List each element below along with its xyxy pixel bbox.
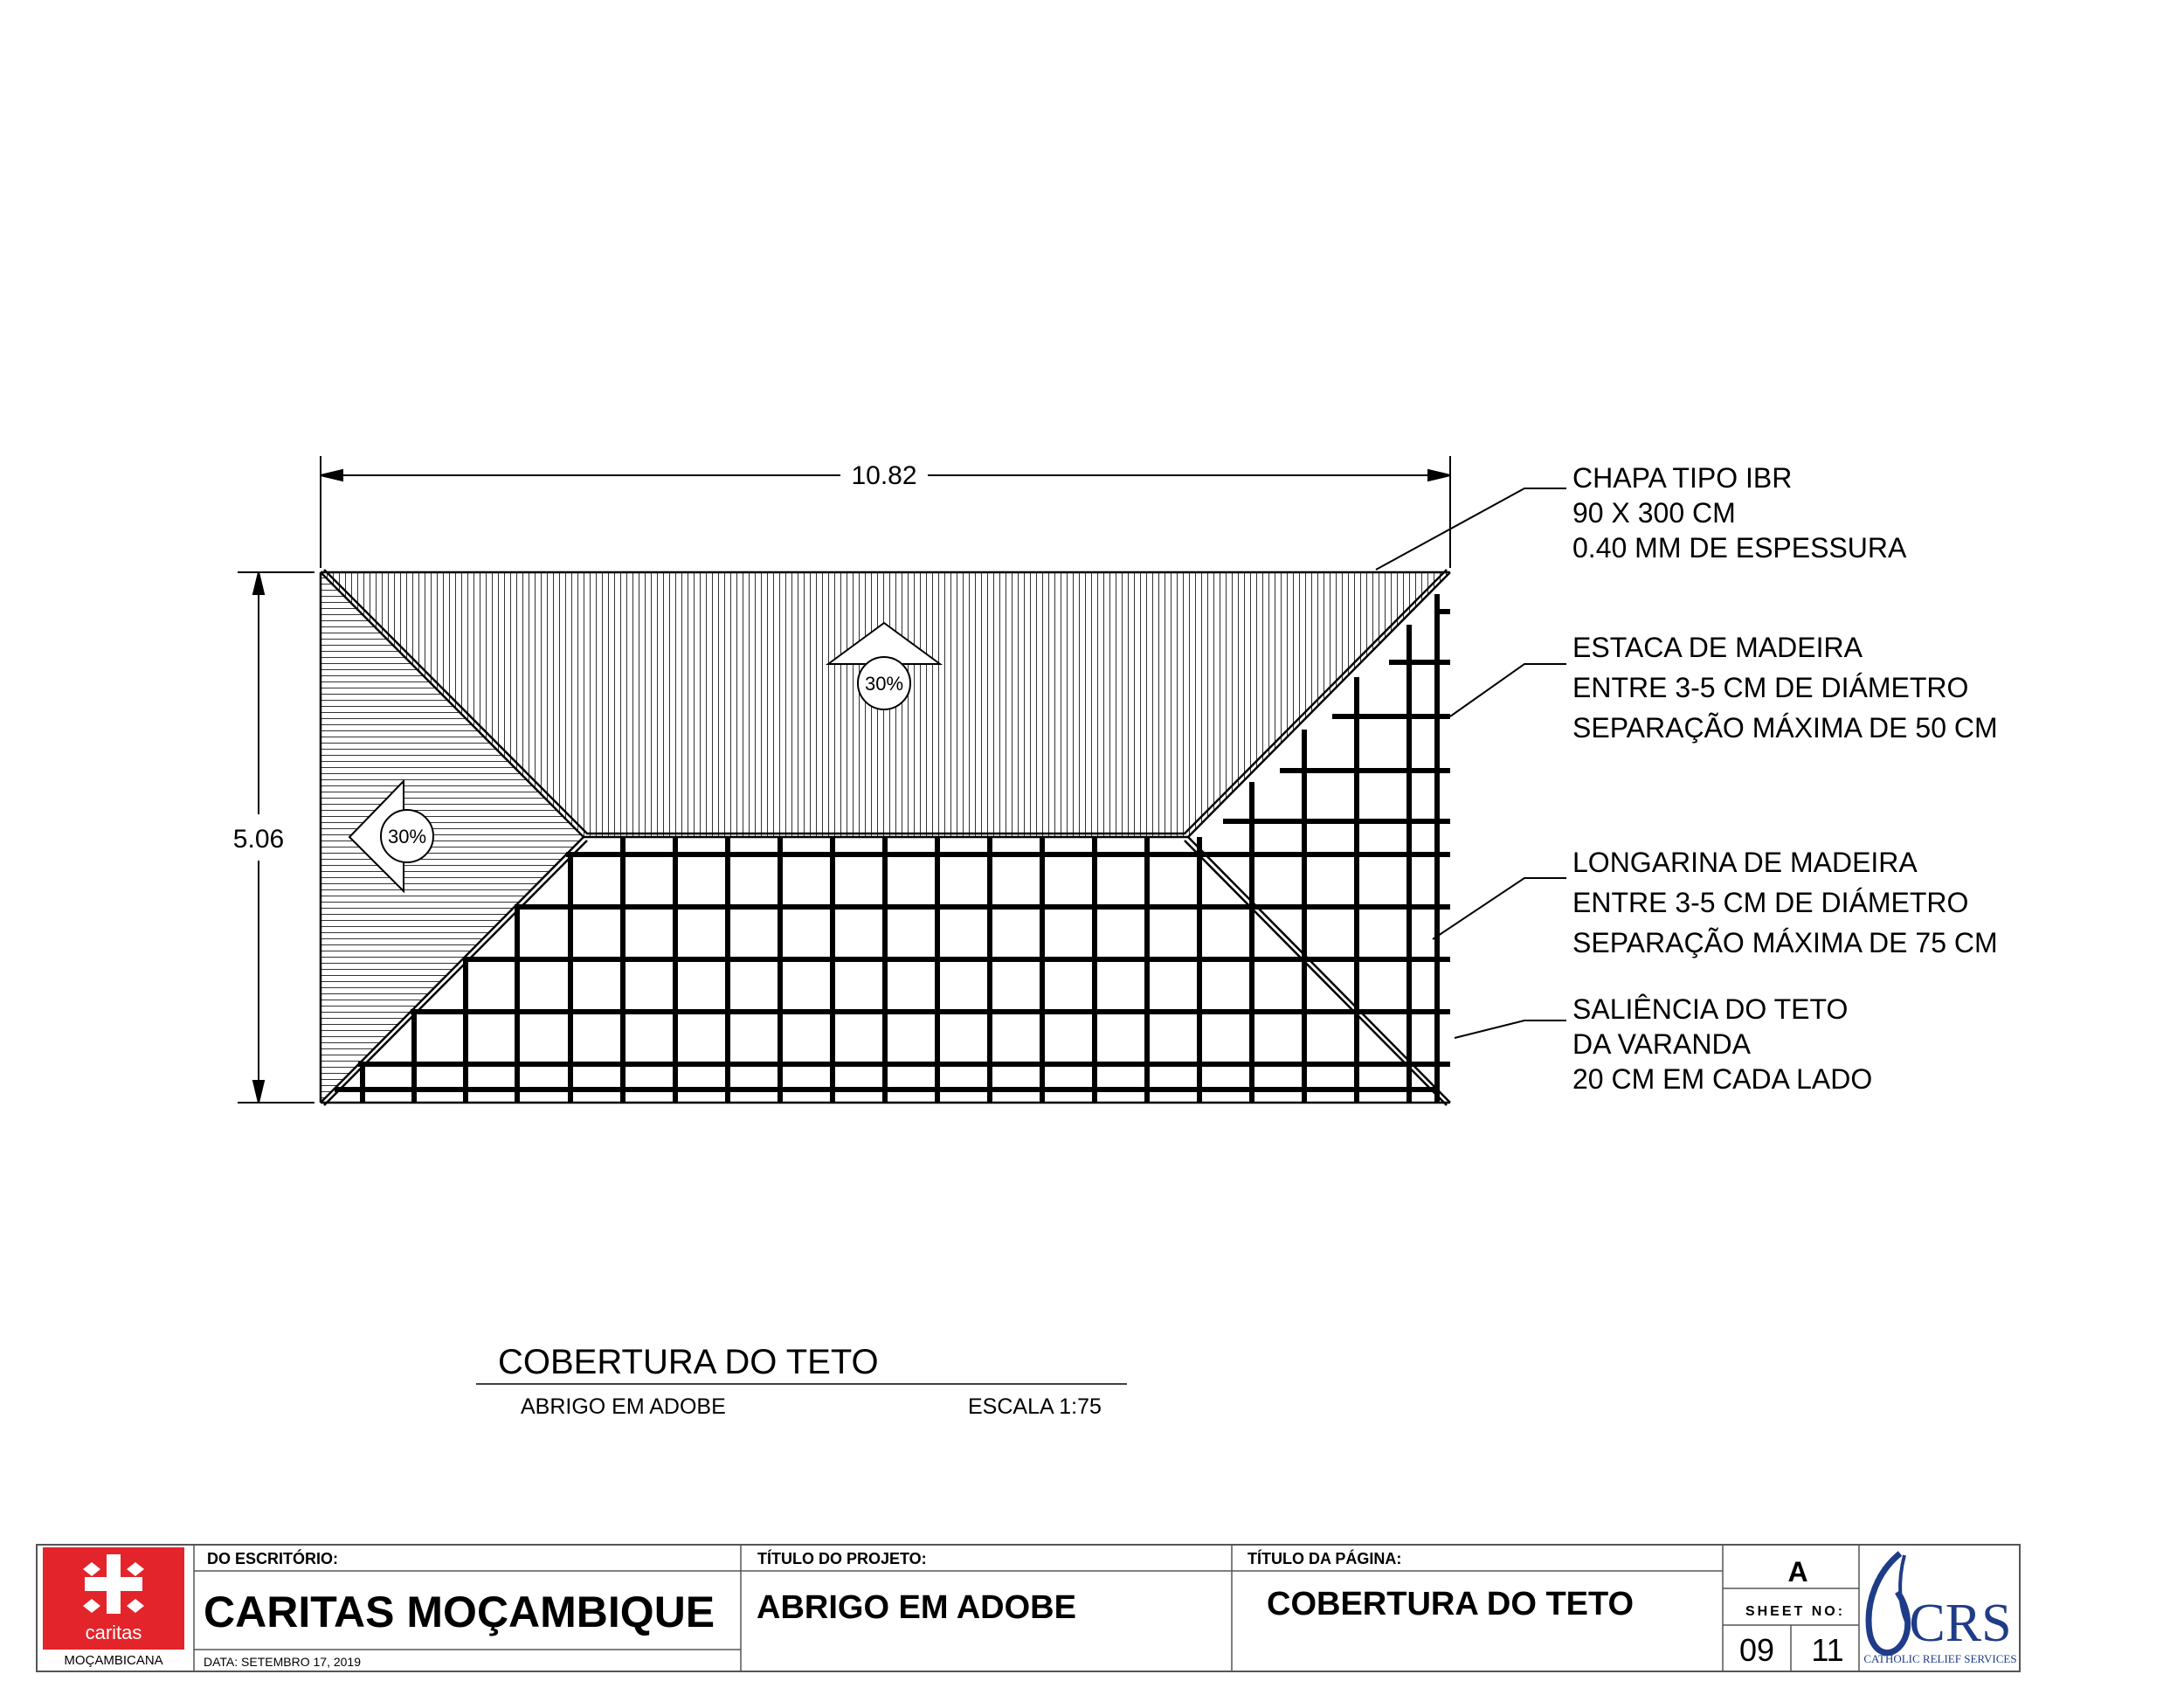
- caption-scale: ESCALA 1:75: [968, 1394, 1102, 1419]
- note-line: SEPARAÇÃO MÁXIMA DE 50 CM: [1572, 712, 1998, 744]
- crs-logo: [1863, 1553, 2016, 1665]
- sheet-label: SHEET NO:: [1745, 1604, 1846, 1619]
- note-line: 0.40 MM DE ESPESSURA: [1572, 532, 1907, 564]
- caption-subtitle: ABRIGO EM ADOBE: [521, 1394, 726, 1419]
- drawing-caption: [476, 1343, 1127, 1419]
- note-line: ENTRE 3-5 CM DE DIÁMETRO: [1572, 887, 1969, 918]
- page-title: COBERTURA DO TETO: [1267, 1586, 1635, 1622]
- dimension-height-label: 5.06: [232, 825, 285, 854]
- date-text: DATA: SETEMBRO 17, 2019: [204, 1655, 361, 1669]
- note-line: ESTACA DE MADEIRA: [1572, 632, 1863, 663]
- project-label: TÍTULO DO PROJETO:: [757, 1550, 927, 1567]
- sheet-number: 09: [1738, 1632, 1775, 1668]
- note-saliencia: [1572, 993, 1872, 1095]
- crs-logo-sub: CATHOLIC RELIEF SERVICES: [1863, 1652, 2017, 1665]
- caritas-logo-text: caritas: [85, 1622, 142, 1643]
- sheet-total: 11: [1811, 1632, 1844, 1668]
- dimension-width-label: 10.82: [851, 461, 917, 490]
- note-line: ENTRE 3-5 CM DE DIÁMETRO: [1572, 672, 1969, 703]
- caritas-logo-sub: MOÇAMBICANA: [64, 1653, 163, 1668]
- project-title: ABRIGO EM ADOBE: [757, 1589, 1076, 1626]
- title-block: [37, 1545, 2020, 1671]
- note-line: SEPARAÇÃO MÁXIMA DE 75 CM: [1572, 927, 1998, 958]
- page-title-label: TÍTULO DA PÁGINA:: [1248, 1550, 1402, 1567]
- note-line: DA VARANDA: [1572, 1028, 1751, 1060]
- note-line: 20 CM EM CADA LADO: [1572, 1063, 1873, 1095]
- note-chapa: [1572, 462, 1907, 564]
- note-line: SALIÊNCIA DO TETO: [1572, 993, 1849, 1025]
- office-name: CARITAS MOÇAMBIQUE: [204, 1588, 715, 1636]
- slope-label-left: 30%: [387, 826, 427, 847]
- revision-letter: A: [1787, 1556, 1808, 1588]
- note-line: CHAPA TIPO IBR: [1572, 462, 1793, 494]
- caption-title: COBERTURA DO TETO: [498, 1343, 879, 1381]
- note-estaca: [1572, 632, 1998, 744]
- slope-label-top: 30%: [864, 673, 904, 695]
- roof-plan: [233, 456, 1450, 1105]
- note-line: 90 X 300 CM: [1572, 497, 1736, 529]
- leader-lines: [1376, 488, 1566, 1038]
- crs-logo-text: CRS: [1909, 1594, 2012, 1653]
- caritas-logo: [43, 1547, 184, 1669]
- note-longarina: [1572, 847, 1998, 958]
- office-label: DO ESCRITÓRIO:: [207, 1550, 339, 1567]
- note-line: LONGARINA DE MADEIRA: [1572, 847, 1918, 878]
